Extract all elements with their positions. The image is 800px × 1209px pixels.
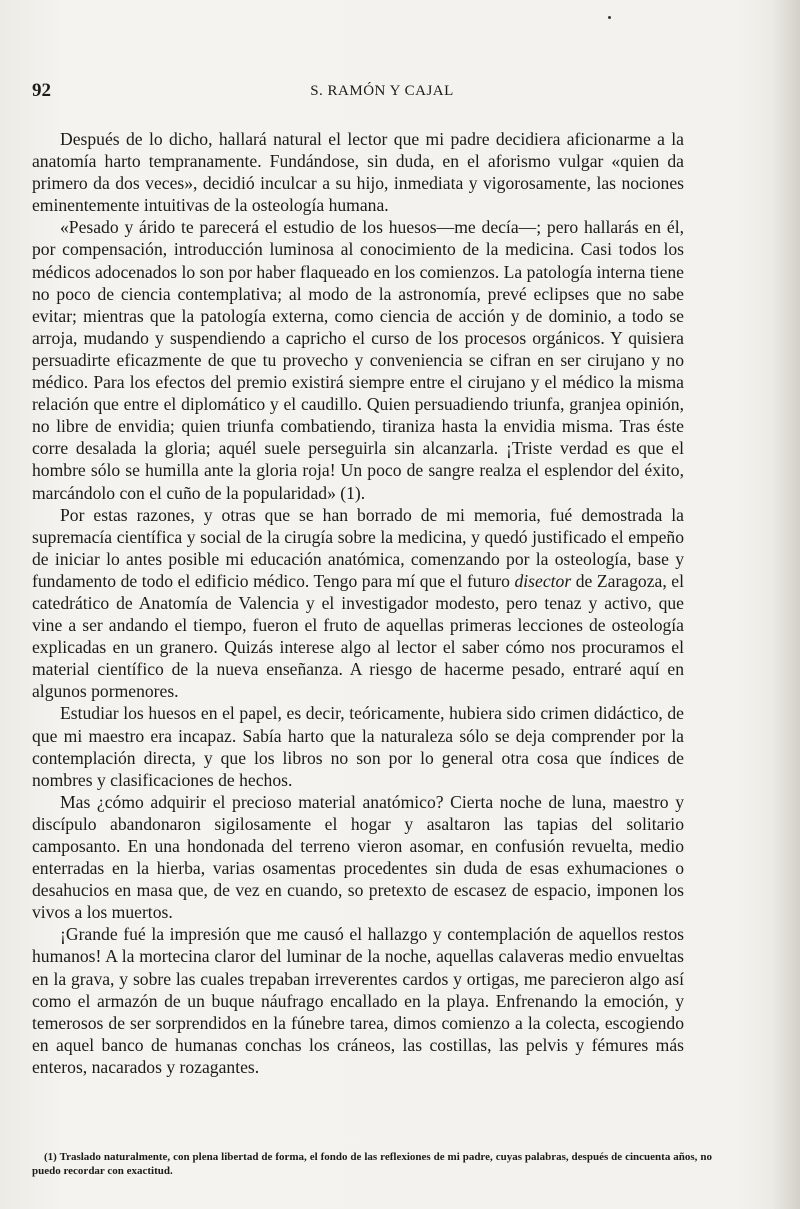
footnotes [32,1150,712,1178]
page-header [32,80,732,108]
footnote: (1) Traslado naturalmente, con plena libertad de forma, el fondo de las reflexiones de mi padre, cuyas palabras, después de cincuenta años, no puedo recordar con exactitud. [32,1151,712,1177]
paragraph: Estudiar los huesos en el papel, es decir, teóricamente, hubiera sido crimen didáctico, de que mi maestro era incapaz. Sabía harto que la naturaleza sólo se deja comprender por la contemplación directa, y que los libros no son por lo general otra cosa que índices de nombres y clasificaciones de hechos. [32,703,684,790]
paragraph: Mas ¿cómo adquirir el precioso material anatómico? Cierta noche de luna, maestro y discípulo abandonaron sigilosamente el hogar y asaltaron las tapias del solitario camposanto. En una hondonada del terreno vieron asomar, en confusión revuelta, medio enterradas en la hierba, varias osamentas procedentes sin duda de esas exhumaciones o desahucios en masa que, de vez en cuando, so pretexto de escasez de espacio, imponen los vivos a los muertos. [32,791,684,923]
paragraph: Después de lo dicho, hallará natural el lector que mi padre decidiera aficionarme a la anatomía harto tempranamente. Fundándose, sin duda, en el aforismo vulgar «quien da primero da dos veces», decidió inculcar a su hijo, inmediata y vigorosamente, las nociones eminentemente intuitivas de la osteología humana. [32,129,684,216]
paragraph: Por estas razones, y otras que se han borrado de mi memoria, fué demostrada la supremacía científica y social de la cirugía sobre la medicina, y quedó justificado el empeño de iniciar lo antes posible mi educación anatómica, comenzando por la osteología, base y fundamento de todo el edificio médico. Tengo para mí que el futuro disector de Zaragoza, el catedrático de Anatomía de Valencia y el investigador modesto, pero tenaz y activo, que vine a ser andando el tiempo, fueron el fruto de aquellas primeras lecciones de osteología explicadas en un granero. Quizás interese algo al lector el saber cómo nos procuramos el material científico de la nueva enseñanza. A riesgo de hacerme pesado, entraré aquí en algunos pormenores. [32,504,684,702]
paragraph: «Pesado y árido te parecerá el estudio de los huesos—me decía—; pero hallarás en él, por compensación, introducción luminosa al conocimiento de la medicina. Casi todos los médicos adocenados lo son por haber flaqueado en los comienzos. La patología interna tiene no poco de ciencia contemplativa; al modo de la astronomía, prevé eclipses que no sabe evitar; mientras que la patología externa, como ciencia de acción y de dominio, a todo se arroja, mudando y suspendiendo a capricho el curso de los procesos orgánicos. Y quisiera persuadirte eficazmente de que tu provecho y conveniencia se cifran en ser cirujano y no médico. Para los efectos del premio existirá siempre entre el cirujano y el médico la misma relación que entre el diplomático y el caudillo. Quien persuadiendo triunfa, granjea opinión, no libre de envidia; quien triunfa combatiendo, tiraniza hasta la envidia misma. Tras éste corre desalada la gloria; aquél suele perseguirla sin alcanzarla. ¡Triste verdad es que el hombre sólo se humilla ante la gloria roja! Un poco de sangre realza el esplendor del éxito, marcándolo con el cuño de la popularidad» (1). [32,217,684,503]
paragraph: ¡Grande fué la impresión que me causó el hallazgo y contemplación de aquellos restos humanos! A la mortecina claror del luminar de la noche, aquellas calaveras medio envueltas en la grava, y sobre las cuales trepaban irreverentes cardos y ortigas, me parecieron algo así como el armazón de un buque náufrago encallado en la playa. Enfrenando la emoción, y temerosos de ser sorprendidos en la fúnebre tarea, dimos comienzo a la colecta, escogiendo en aquel banco de humanas conchas los cráneos, las costillas, las pelvis y fémures más enteros, nacarados y rozagantes. [32,924,684,1077]
page-edge-shadow [772,0,800,1209]
print-speck [608,16,611,19]
page-number: 92 [32,80,51,101]
running-head: S. RAMÓN Y CAJAL [310,83,454,99]
body-text [32,128,684,1078]
